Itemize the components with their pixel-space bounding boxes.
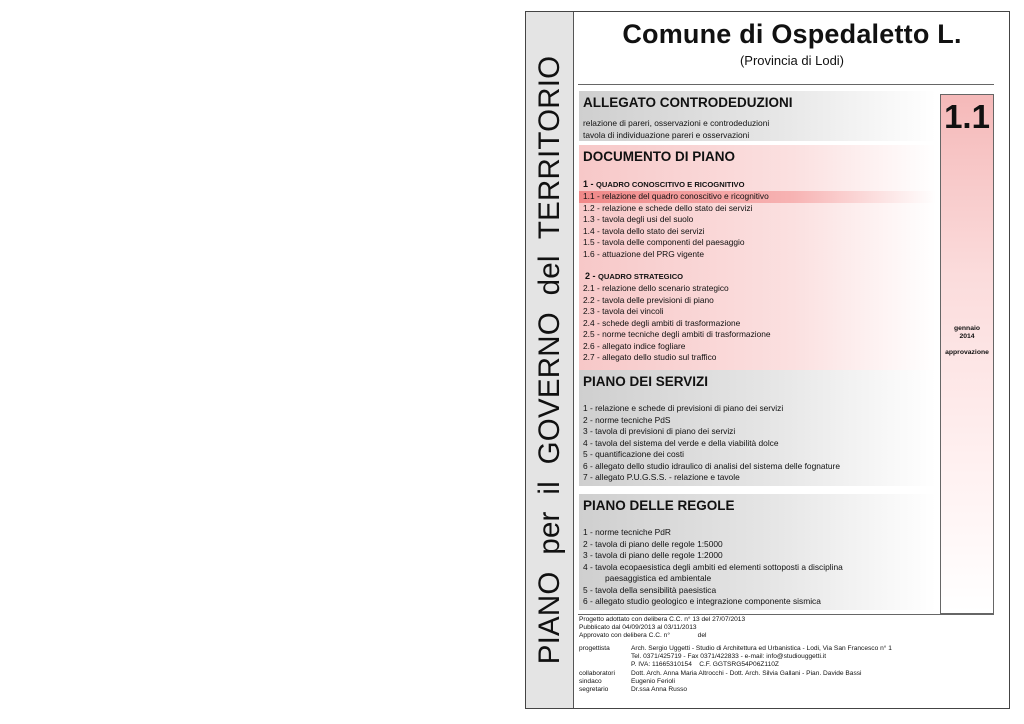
list-item: 2.2 - tavola delle previsioni di piano [583, 294, 714, 305]
list-item: tavola di individuazione pareri e osservazioni [583, 129, 750, 140]
credit-value: Arch. Sergio Uggetti - Studio di Architettura ed Urbanistica - Lodi, Via San Francesco n° 1 [631, 645, 892, 653]
credit-value: Dott. Arch. Anna Maria Altrocchi - Dott. Arch. Silvia Gallani - Pian. Davide Bassi [631, 669, 862, 677]
document-code-box [940, 94, 994, 614]
list-item: 1.3 - tavola degli usi del suolo [583, 214, 694, 224]
section-regole [579, 494, 936, 610]
footer-divider [578, 614, 994, 615]
list-item: 1 - norme tecniche PdR [583, 527, 671, 537]
group-heading [579, 178, 936, 191]
credit-value: Eugenio Ferioli [631, 677, 675, 685]
list-item: 1.5 - tavola delle componenti del paesaggio [583, 237, 745, 247]
credit-value: Dr.ssa Anna Russo [631, 685, 688, 693]
credit-row [579, 645, 999, 653]
date-year: 2014 [959, 333, 975, 340]
list-item: 1.6 - attuazione del PRG vigente [583, 248, 705, 259]
group-label: QUADRO CONOSCITIVO E RICOGNITIVO [596, 180, 745, 189]
adoption-line: Progetto adottato con delibera C.C. n° 13 del 27/07/2013 [579, 616, 746, 623]
publication-line: Pubblicato dal 04/09/2013 al 03/11/2013 [579, 624, 697, 632]
list-item: 3 - tavola di piano delle regole 1:2000 [583, 550, 723, 560]
spine-title: PIANO per il GOVERNO del TERRITORIO [533, 55, 566, 665]
spine [526, 12, 574, 708]
list-item: 5 - quantificazione dei costi [583, 449, 685, 459]
section-title: DOCUMENTO DI PIANO [583, 149, 736, 164]
list-item: 7 - allegato P.U.G.S.S. - relazione e tavole [583, 472, 740, 482]
credit-label: segretario [579, 685, 609, 693]
footer [579, 616, 999, 694]
list-item-continuation: paesaggistica ed ambientale [605, 573, 712, 583]
date-month: gennaio [953, 325, 981, 332]
section-title: ALLEGATO CONTRODEDUZIONI [583, 95, 793, 110]
list-item: 5 - tavola della sensibilità paesistica [583, 584, 717, 595]
list-item: 6 - allegato dello studio idraulico di analisi del sistema delle fognature [583, 460, 840, 471]
credit-label: sindaco [579, 677, 602, 685]
province-subtitle: (Provincia di Lodi) [739, 53, 845, 68]
list-item: 4 - tavola ecopaesistica degli ambiti ed elementi sottoposti a disciplina [583, 561, 843, 572]
section-title: PIANO DELLE REGOLE [583, 498, 735, 513]
list-item-highlighted: 1.1 - relazione del quadro conoscitivo e ricognitivo [579, 191, 936, 203]
list-item: 1.2 - relazione e schede dello stato dei servizi [583, 202, 753, 213]
document-status: approvazione [945, 349, 989, 356]
list-item: 1.4 - tavola dello stato dei servizi [583, 225, 705, 236]
section-documento [579, 145, 936, 372]
credit-label: collaboratori [579, 669, 615, 677]
group-heading [579, 270, 936, 283]
approval-label: Approvato con delibera C.C. n° [579, 632, 670, 640]
list-item: 2 - norme tecniche PdS [583, 414, 671, 425]
document-sheet [525, 11, 1010, 709]
header-divider [578, 84, 994, 85]
credit-label: progettista [579, 645, 610, 653]
list-item: 2.4 - schede degli ambiti di trasformazione [583, 317, 741, 328]
credit-row [579, 670, 999, 678]
list-item: 2 - tavola di piano delle regole 1:5000 [583, 538, 723, 549]
section-allegato [579, 91, 936, 141]
list-item: 6 - allegato studio geologico e integrazione componente sismica [583, 596, 821, 606]
credit-value: P. IVA: 11665310154 C.F. GGTSRG54P06Z110Z [631, 661, 779, 669]
group-number: 2 - [585, 271, 599, 281]
list-item: 2.1 - relazione dello scenario strategico [583, 283, 729, 293]
section-servizi [579, 370, 936, 486]
section-title: PIANO DEI SERVIZI [583, 374, 709, 389]
credit-label [579, 661, 631, 669]
list-item: 2.7 - allegato dello studio sul traffico [583, 352, 717, 362]
document-date [941, 325, 993, 341]
group-label: QUADRO STRATEGICO [598, 272, 684, 281]
credit-row [579, 661, 999, 669]
approval-line [579, 632, 999, 640]
list-item: 2.6 - allegato indice fogliare [583, 340, 686, 351]
list-item: relazione di pareri, osservazioni e controdeduzioni [583, 118, 770, 128]
credit-row [579, 653, 999, 661]
approval-del: del [697, 632, 707, 640]
list-item: 1 - relazione e schede di previsioni di piano dei servizi [583, 403, 784, 413]
credit-value: Tel. 0371/425719 - Fax 0371/422833 - e-mail: info@studiouggetti.it [631, 653, 827, 661]
list-item: 4 - tavola del sistema del verde e della viabilità dolce [583, 437, 779, 448]
list-item: 3 - tavola di previsioni di piano dei servizi [583, 426, 736, 436]
document-code: 1.1 [944, 98, 990, 135]
header [574, 12, 1010, 68]
list-item: 2.3 - tavola dei vincoli [583, 306, 664, 316]
credit-row [579, 678, 999, 686]
credit-row [579, 686, 999, 694]
credit-label [579, 653, 631, 661]
group-number: 1 - [583, 179, 597, 189]
municipality-title: Comune di Ospedaletto L. [622, 19, 962, 49]
list-item: 2.5 - norme tecniche degli ambiti di trasformazione [583, 329, 771, 339]
